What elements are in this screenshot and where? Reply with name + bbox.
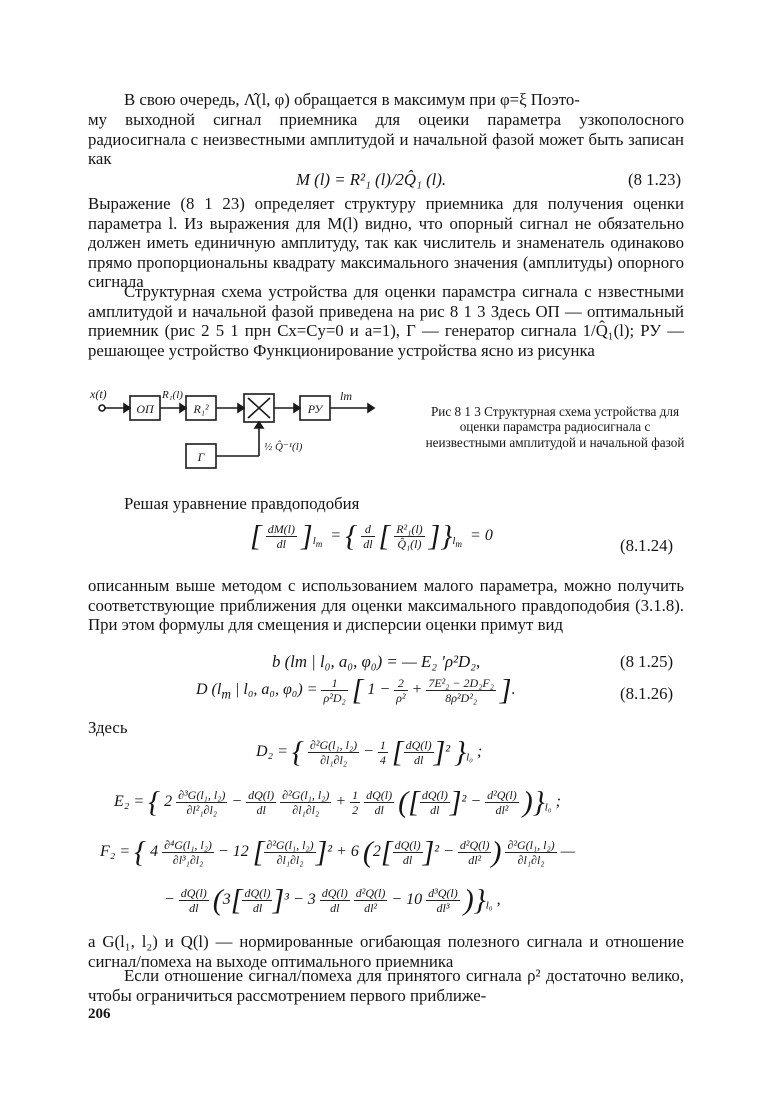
equation-number-8-1-24: (8.1.24) bbox=[620, 536, 674, 555]
output-label: lm bbox=[340, 389, 352, 403]
block-op-label: ОП bbox=[136, 402, 154, 416]
signal-r-label: R₁(l) bbox=[162, 389, 183, 401]
page-number: 206 bbox=[88, 1006, 111, 1022]
paragraph-2: Выражение (8 1 23) определяет структуру приемника для получения оценки параметра l. Из выражения для M(l) видно, что опорный сигнал не обязательно должен иметь единичную амплитуду, так как числитель и знаменатель одинаково прямо пропорциональны квадрату максимального значения (амплитуды) опорного сигнала bbox=[88, 194, 684, 292]
paragraph-5: описанным выше методом с использованием малого параметра, можно получить соответствующие приближения для оценки максимального правдоподобия (3.1.8). При этом формулы для смещения и дисперсии оценки примут вид bbox=[88, 576, 684, 635]
zdes-label: Здесь bbox=[88, 718, 128, 737]
equation-8-1-24: [ $\frac{dM(l)}{dl}$ ]$_{l_m}$ = { $\frac{d}{dl}$ [ $\frac{\text{R²₁(l)}}{\text{Q̂₁(l)}}$ ]}$_{l_m} = 0$ bbox=[250, 519, 493, 553]
paragraph-1-body: му выходной сигнал приемника для оцеики параметра узкополосного радиосигнала с неизвестными амплитудой и начальной фазой может быть записан как bbox=[88, 110, 684, 169]
gen-signal-label: ½ Q̂⁻¹(l) bbox=[264, 441, 303, 453]
block-diagram-figure bbox=[88, 378, 418, 490]
equation-number-8-1-26: (8.1.26) bbox=[620, 684, 674, 703]
paragraph-7: Если отношение сигнал/помеха для принятого сигнала ρ² достаточно велико, чтобы ограничиться рассмотрением первого приближе- bbox=[88, 966, 684, 1005]
block-square-label: R₁² bbox=[193, 402, 209, 416]
equation-f2-line-2: − $\frac{dQ(l)}{dl}$ (3[ $\frac{dQ(l)}{dl}$ ]³ − 3 $\frac{dQ(l)}{dl}$ $\frac{\text{d²Q(l)}}{\text{dl²}}$ − 10 $\frac{\text{d³Q(l)}}{\text{dl³}}$ )}$_{l_0}$ , bbox=[164, 883, 501, 917]
paragraph-1-first-line: В свою очередь, Λ̂(l, φ) обращается в максимум при φ=ξ Поэто- bbox=[124, 90, 580, 109]
input-node bbox=[99, 405, 105, 411]
equation-f2-line-1: F₂ = { 4 $\frac{\text{∂⁴G(l₁, l₂)}}{\text{∂l³₁∂l₂}}$ − 12 [ $\frac{\text{∂²G(l₁, l₂)}}{\text{∂l₁∂l₂}}$ ]² + 6 (2[ $\frac{dQ(l)}{dl}$ ]² − $\frac{\text{d²Q(l)}}{\text{dl²}}$ ) $\frac{\text{∂²G(l₁, l₂)}}{\text{∂l₁∂l₂}}$ — bbox=[100, 835, 575, 869]
equation-number-8-1-23: (8 1.23) bbox=[628, 170, 682, 189]
figure-caption: Рис 8 1 3 Структурная схема устройства для оценки парамстра радиосигнала с неизвестными амплитудой и начальной фазой bbox=[425, 404, 685, 450]
paragraph-6: a G(l₁, l₂) и Q(l) — нормированные огибающая полезного сигнала и отношение сигнал/помеха на выходе оптимального приемника bbox=[88, 932, 684, 971]
equation-8-1-26: D ($l_m$ | l₀, a₀, φ₀) = $\frac{1}{\text{ρ²D₂}}$ [ 1 − $\frac{2}{\text{ρ²}}$ + $\frac{\text{7E²₂ − 2D₂F₂}}{\text{8ρ²D²₂}}$ ]. bbox=[196, 673, 516, 707]
paragraph-3: Структурная схема устройства для оценки парамстра сигнала с нзвестными амплитудой и начальной фазой приведена на рис 8 1 3 Здесь ОП — оптимальный приемник (рис 2 5 1 прн Cx=Cy=0 и a=1), Г — генератор сигнала 1/Q̂₁(l); РУ — решающее устройство Функционирование устройства ясно из рисунка bbox=[88, 282, 684, 360]
equation-8-1-23: M (l) = R²₁ (l)/2Q̂₁ (l). bbox=[296, 170, 447, 189]
equation-e2: E₂ = { 2 $\frac{\text{∂³G(l₁, l₂)}}{\text{∂l²₁∂l₂}}$ − $\frac{dQ(l)}{dl}$ $\frac{\text{∂²G(l₁, l₂)}}{\text{∂l₁∂l₂}}$ + $\frac{1}{2}$ $\frac{dQ(l)}{dl}$ ([ $\frac{dQ(l)}{dl}$ ]² − $\frac{\text{d²Q(l)}}{\text{dl²}}$ )}$_{l_0}$ ; bbox=[114, 785, 561, 819]
equation-number-8-1-25: (8 1.25) bbox=[620, 652, 674, 671]
block-gen-label: Г bbox=[197, 450, 205, 464]
equation-8-1-25: b (lm | l₀, a₀, φ₀) = — E₂ ′ρ²D₂, bbox=[272, 652, 481, 671]
equation-d2: D₂ = { $\frac{\text{∂²G(l₁, l₂)}}{\text{∂l₁∂l₂}}$ − $\frac{1}{4}$ [ $\frac{dQ(l)}{dl}$ ]² }$_{l_0}$ ; bbox=[256, 735, 483, 769]
paragraph-4: Решая уравнение правдоподобия bbox=[124, 494, 360, 513]
input-label: x(t) bbox=[90, 387, 107, 401]
block-ru-label: РУ bbox=[307, 402, 323, 416]
